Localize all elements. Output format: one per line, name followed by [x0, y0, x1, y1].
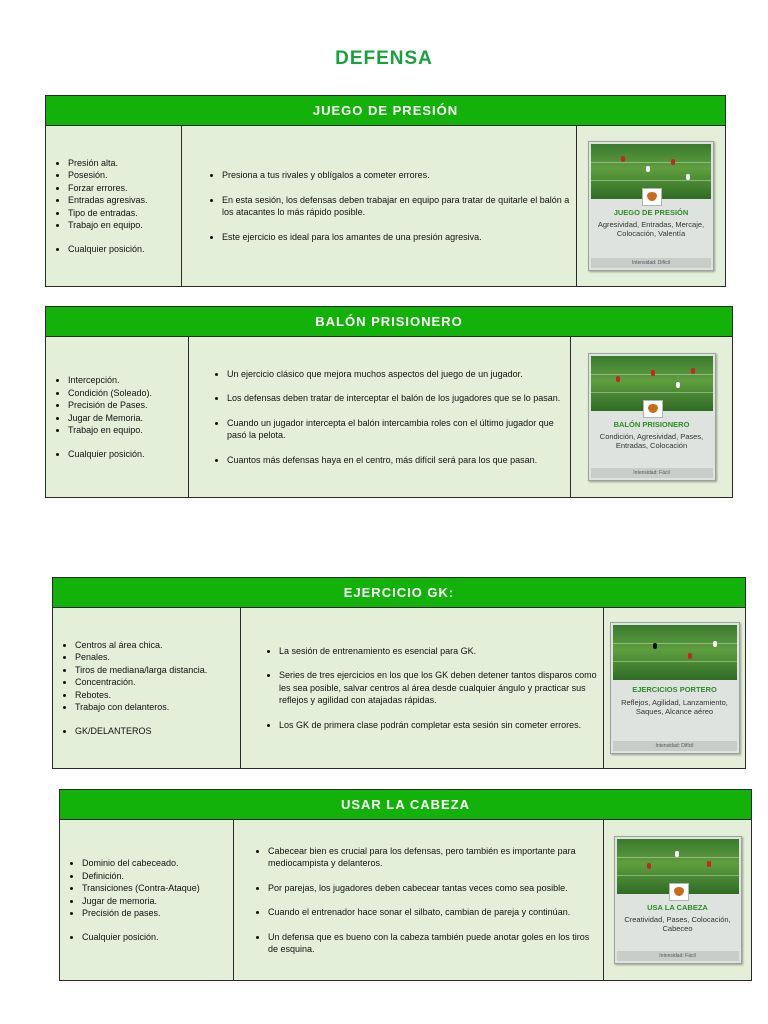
skills-column [60, 820, 234, 980]
description-column [182, 126, 577, 286]
skills-list [46, 157, 148, 256]
description-list [234, 845, 603, 956]
skills-list [60, 857, 200, 943]
list-item: • Forzar errores. [68, 182, 148, 195]
position-item: • Cualquier posición. [82, 931, 200, 944]
card-footer: Intensidad: Fácil [617, 951, 739, 961]
skills-list [53, 639, 207, 738]
list-item: • Trabajo en equipo. [68, 219, 148, 232]
list-item: • En esta sesión, los defensas deben trabajar en equipo para tratar de quitarle el balón a los atacantes lo más rápido posible. [222, 194, 570, 219]
skills-list [46, 374, 152, 460]
card-title: USA LA CABEZA [647, 903, 708, 912]
card-footer: Intensidad: Fácil [591, 468, 713, 478]
drill-card [610, 622, 740, 754]
card-subtitle: Reflejos, Agilidad, Lanzamiento, Saques, Alcance aéreo [621, 698, 728, 716]
list-item: • Los GK de primera clase podrán completar esta sesión sin cometer errores. [279, 719, 597, 732]
drill-card [614, 836, 742, 964]
list-item: • Este ejercicio es ideal para los amantes de una presión agresiva. [222, 231, 570, 244]
list-item: • Los defensas deben tratar de interceptar el balón de los jugadores que se lo pasan. [227, 392, 564, 405]
description-list [189, 368, 570, 467]
list-item: • Precisión de pases. [82, 907, 200, 920]
card-subtitle: Creatividad, Pases, Colocación, Cabeceo [624, 915, 731, 933]
list-item: • Rebotes. [75, 689, 207, 702]
list-item: • Tiros de mediana/larga distancia. [75, 664, 207, 677]
field-image [613, 625, 737, 680]
card-column [604, 820, 751, 980]
section-title: BALÓN PRISIONERO [46, 307, 732, 337]
drill-card [588, 141, 714, 271]
skills-column [46, 126, 182, 286]
list-item: • Jugar de Memoria. [68, 412, 152, 425]
list-item: • Un defensa que es bueno con la cabeza también puede anotar goles en los tiros de esquina. [268, 931, 597, 956]
list-item: • Series de tres ejercicios en los que los GK deben detener tantos disparos como les sea posible, salvar centros al área desde cualquier ángulo y practicar sus reflejos y agilidad con atajadas rápidas. [279, 669, 597, 707]
section-usar-la-cabeza [59, 789, 752, 981]
description-list [182, 169, 576, 243]
list-item: • Trabajo con delanteros. [75, 701, 207, 714]
list-item: • Trabajo en equipo. [68, 424, 152, 437]
list-item: • Concentración. [75, 676, 207, 689]
list-item: • La sesión de entrenamiento es esencial para GK. [279, 645, 597, 658]
list-item: • Transiciones (Contra-Ataque) [82, 882, 200, 895]
section-title: EJERCICIO GK: [53, 578, 745, 608]
list-item: • Cuantos más defensas haya en el centro, más difícil será para los que pasan. [227, 454, 564, 467]
list-item: • Entradas agresivas. [68, 194, 148, 207]
section-juego-de-presion [45, 95, 726, 287]
crest-icon [643, 400, 663, 418]
list-item: • Tipo de entradas. [68, 207, 148, 220]
list-item: • Definición. [82, 870, 200, 883]
card-footer: Intensidad: Difícil [613, 741, 737, 751]
crest-icon [642, 188, 662, 206]
list-item: • Penales. [75, 651, 207, 664]
list-item: • Intercepción. [68, 374, 152, 387]
list-item: • Cuando el entrenador hace sonar el silbato, cambian de pareja y continúan. [268, 906, 597, 919]
section-ejercicio-gk [52, 577, 746, 769]
card-footer: Intensidad: Difícil [591, 258, 711, 268]
card-title: BALÓN PRISIONERO [613, 420, 690, 429]
description-column [234, 820, 604, 980]
list-item: • Por parejas, los jugadores deben cabecear tantas veces como sea posible. [268, 882, 597, 895]
list-item: • Condición (Soleado). [68, 387, 152, 400]
description-column [241, 608, 604, 768]
card-column [577, 126, 725, 286]
card-title: JUEGO DE PRESIÓN [613, 208, 689, 217]
list-item: • Centros al área chica. [75, 639, 207, 652]
list-item: • Jugar de memoria. [82, 895, 200, 908]
drill-card [588, 353, 716, 481]
list-item: • Posesión. [68, 169, 148, 182]
card-title: EJERCICIOS PORTERO [632, 685, 717, 694]
section-title: JUEGO DE PRESIÓN [46, 96, 725, 126]
description-list [241, 645, 603, 732]
page-title: DEFENSA [335, 48, 433, 69]
list-item: • Cabecear bien es crucial para los defensas, pero también es importante para mediocampista y delanteros. [268, 845, 597, 870]
list-item: • Cuando un jugador intercepta el balón intercambia roles con el último jugador que pasó la pelota. [227, 417, 564, 442]
card-column [604, 608, 745, 768]
position-item: • Cualquier posición. [68, 243, 148, 256]
description-column [189, 337, 571, 497]
card-subtitle: Agresividad, Entradas, Mercaje, Colocación, Valentía [597, 220, 705, 238]
crest-icon [669, 883, 689, 901]
list-item: • Un ejercicio clásico que mejora muchos aspectos del juego de un jugador. [227, 368, 564, 381]
list-item: • Presiona a tus rivales y oblígalos a cometer errores. [222, 169, 570, 182]
list-item: • Dominio del cabeceado. [82, 857, 200, 870]
position-item: • Cualquier posición. [68, 448, 152, 461]
skills-column [46, 337, 189, 497]
card-column [571, 337, 732, 497]
position-item: • GK/DELANTEROS [75, 725, 207, 738]
list-item: • Precisión de Pases. [68, 399, 152, 412]
skills-column [53, 608, 241, 768]
section-balon-prisionero [45, 306, 733, 498]
card-subtitle: Condición, Agresividad, Pases, Entradas, Colocación [599, 432, 704, 450]
section-title: USAR LA CABEZA [60, 790, 751, 820]
list-item: • Presión alta. [68, 157, 148, 170]
